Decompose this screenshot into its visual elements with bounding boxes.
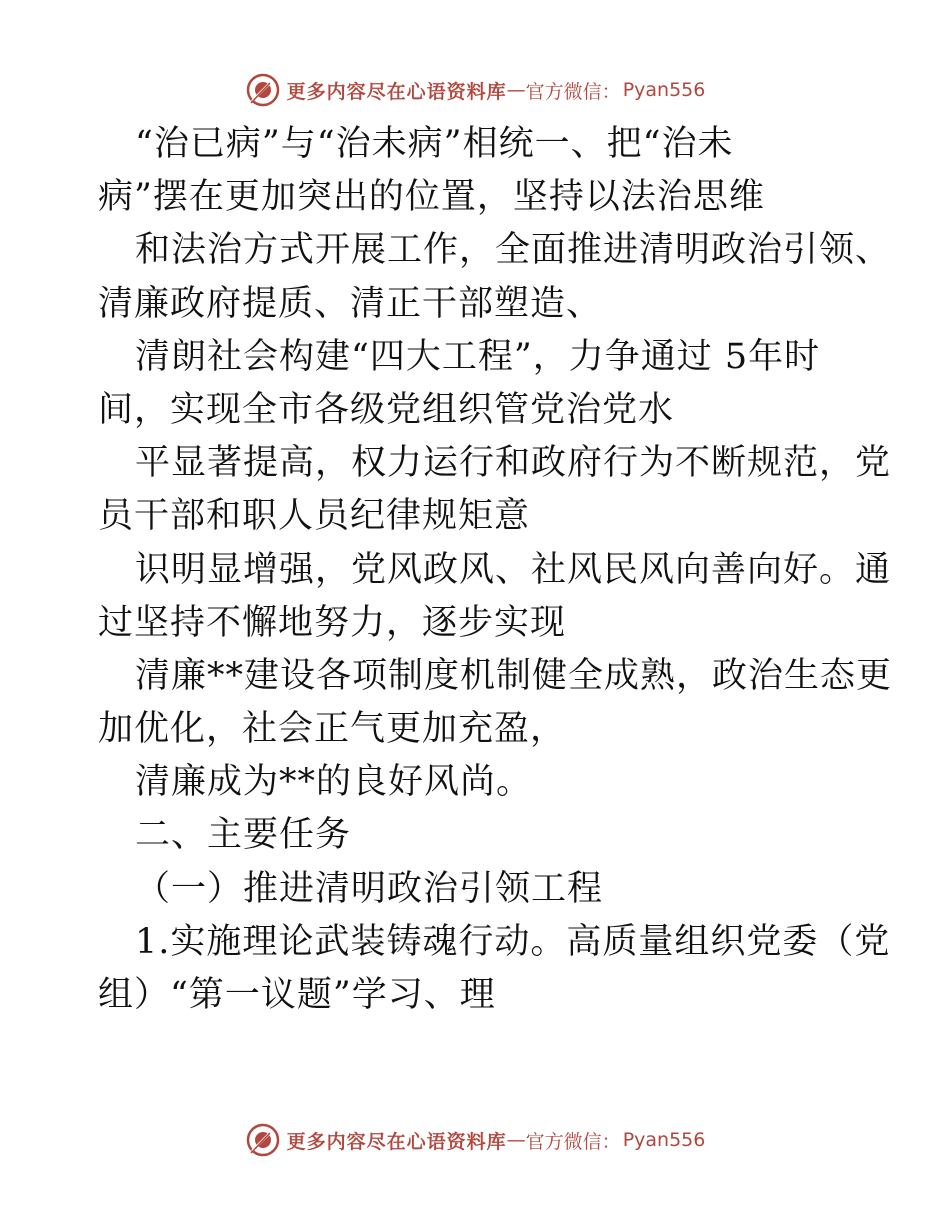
text-line: 和法治方式开展工作，全面推进清明政治引领、	[135, 230, 892, 271]
banner-channel-label: 官方微信：	[525, 80, 621, 103]
banner-main-text: 更多内容尽在心语资料库	[286, 1130, 507, 1153]
text-line: 平显著提高，权力运行和政府行为不断规范，党	[135, 443, 892, 484]
text-line: 清廉成为**的良好风尚。	[135, 762, 533, 803]
banner-wechat-id: Pyan556	[622, 79, 706, 101]
document-body	[98, 118, 893, 1022]
brand-logo-icon	[245, 1122, 281, 1158]
text-line: 识明显增强，党风政风、社风民风向善向好。通	[135, 549, 892, 590]
text-line: “治已病”与“治未病”相统一、把“治未	[135, 124, 734, 164]
text-line: 清廉**建设各项制度机制健全成熟，政治生态更	[135, 655, 893, 696]
banner-main-text: 更多内容尽在心语资料库	[286, 80, 507, 103]
text-line: 加优化，社会正气更加充盈，	[98, 709, 567, 750]
text-line: 员干部和职人员纪律规矩意	[98, 496, 531, 537]
text-line: 组）“第一议题”学习、理	[98, 975, 496, 1015]
text-line: 清朗社会构建“四大工程”，力争通过 5年时	[135, 336, 821, 377]
footer-watermark-banner	[0, 1120, 950, 1160]
text-line: 病”摆在更加突出的位置，坚持以法治思维	[98, 177, 765, 218]
text-line: （一）推进清明政治引领工程	[135, 868, 604, 909]
banner-wechat-id: Pyan556	[622, 1129, 706, 1151]
text-line: 二、主要任务	[135, 815, 352, 856]
banner-separator: —	[506, 1129, 526, 1151]
header-watermark-banner	[0, 70, 950, 110]
banner-channel-label: 官方微信：	[525, 1130, 621, 1153]
text-line: 过坚持不懈地努力，逐步实现	[98, 602, 567, 643]
text-line: 1.实施理论武装铸魂行动。高质量组织党委（党	[135, 921, 891, 962]
banner-separator: —	[506, 79, 526, 101]
text-line: 间，实现全市各级党组织管党治党水	[98, 389, 675, 430]
text-line: 清廉政府提质、清正干部塑造、	[98, 283, 603, 324]
brand-logo-icon	[245, 72, 281, 108]
